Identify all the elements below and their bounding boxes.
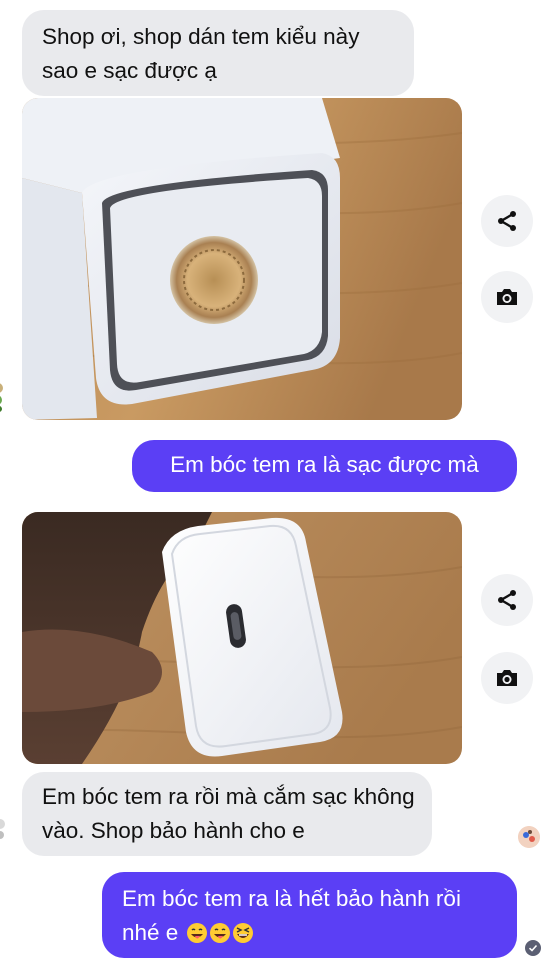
- camera-icon: [495, 667, 519, 689]
- camera-button-2[interactable]: [481, 652, 533, 704]
- outgoing-message-2[interactable]: [102, 872, 517, 958]
- outgoing-message-1[interactable]: [132, 440, 517, 492]
- camera-button-1[interactable]: [481, 271, 533, 323]
- camera-icon: [495, 286, 519, 308]
- message-text: Em bóc tem ra là hết bảo hành rồi nhé e: [122, 886, 461, 945]
- share-icon: [495, 209, 519, 233]
- grinning-tongue-emoji: [209, 920, 231, 954]
- message-text: Shop ơi, shop dán tem kiểu này sao e sạc được ạ: [42, 24, 360, 83]
- photo-message-2[interactable]: [22, 512, 462, 764]
- sender-avatar-2[interactable]: [0, 818, 8, 840]
- charger-sticker-photo: [22, 98, 462, 420]
- laughing-emoji: [232, 920, 254, 954]
- seen-check-icon: [528, 943, 538, 953]
- incoming-message-1[interactable]: [22, 10, 414, 96]
- sender-avatar[interactable]: [0, 382, 8, 412]
- message-text: Em bóc tem ra rồi mà cắm sạc không vào. Shop bảo hành cho e: [42, 784, 415, 843]
- share-button-1[interactable]: [481, 195, 533, 247]
- incoming-message-2[interactable]: [22, 772, 432, 856]
- seen-indicator: [525, 940, 541, 956]
- photo-message-1[interactable]: [22, 98, 462, 420]
- grinning-tongue-emoji: [186, 920, 208, 954]
- message-text: Em bóc tem ra là sạc được mà: [170, 452, 479, 477]
- share-icon: [495, 588, 519, 612]
- charger-port-photo: [22, 512, 462, 764]
- shop-avatar[interactable]: [518, 826, 540, 848]
- share-button-2[interactable]: [481, 574, 533, 626]
